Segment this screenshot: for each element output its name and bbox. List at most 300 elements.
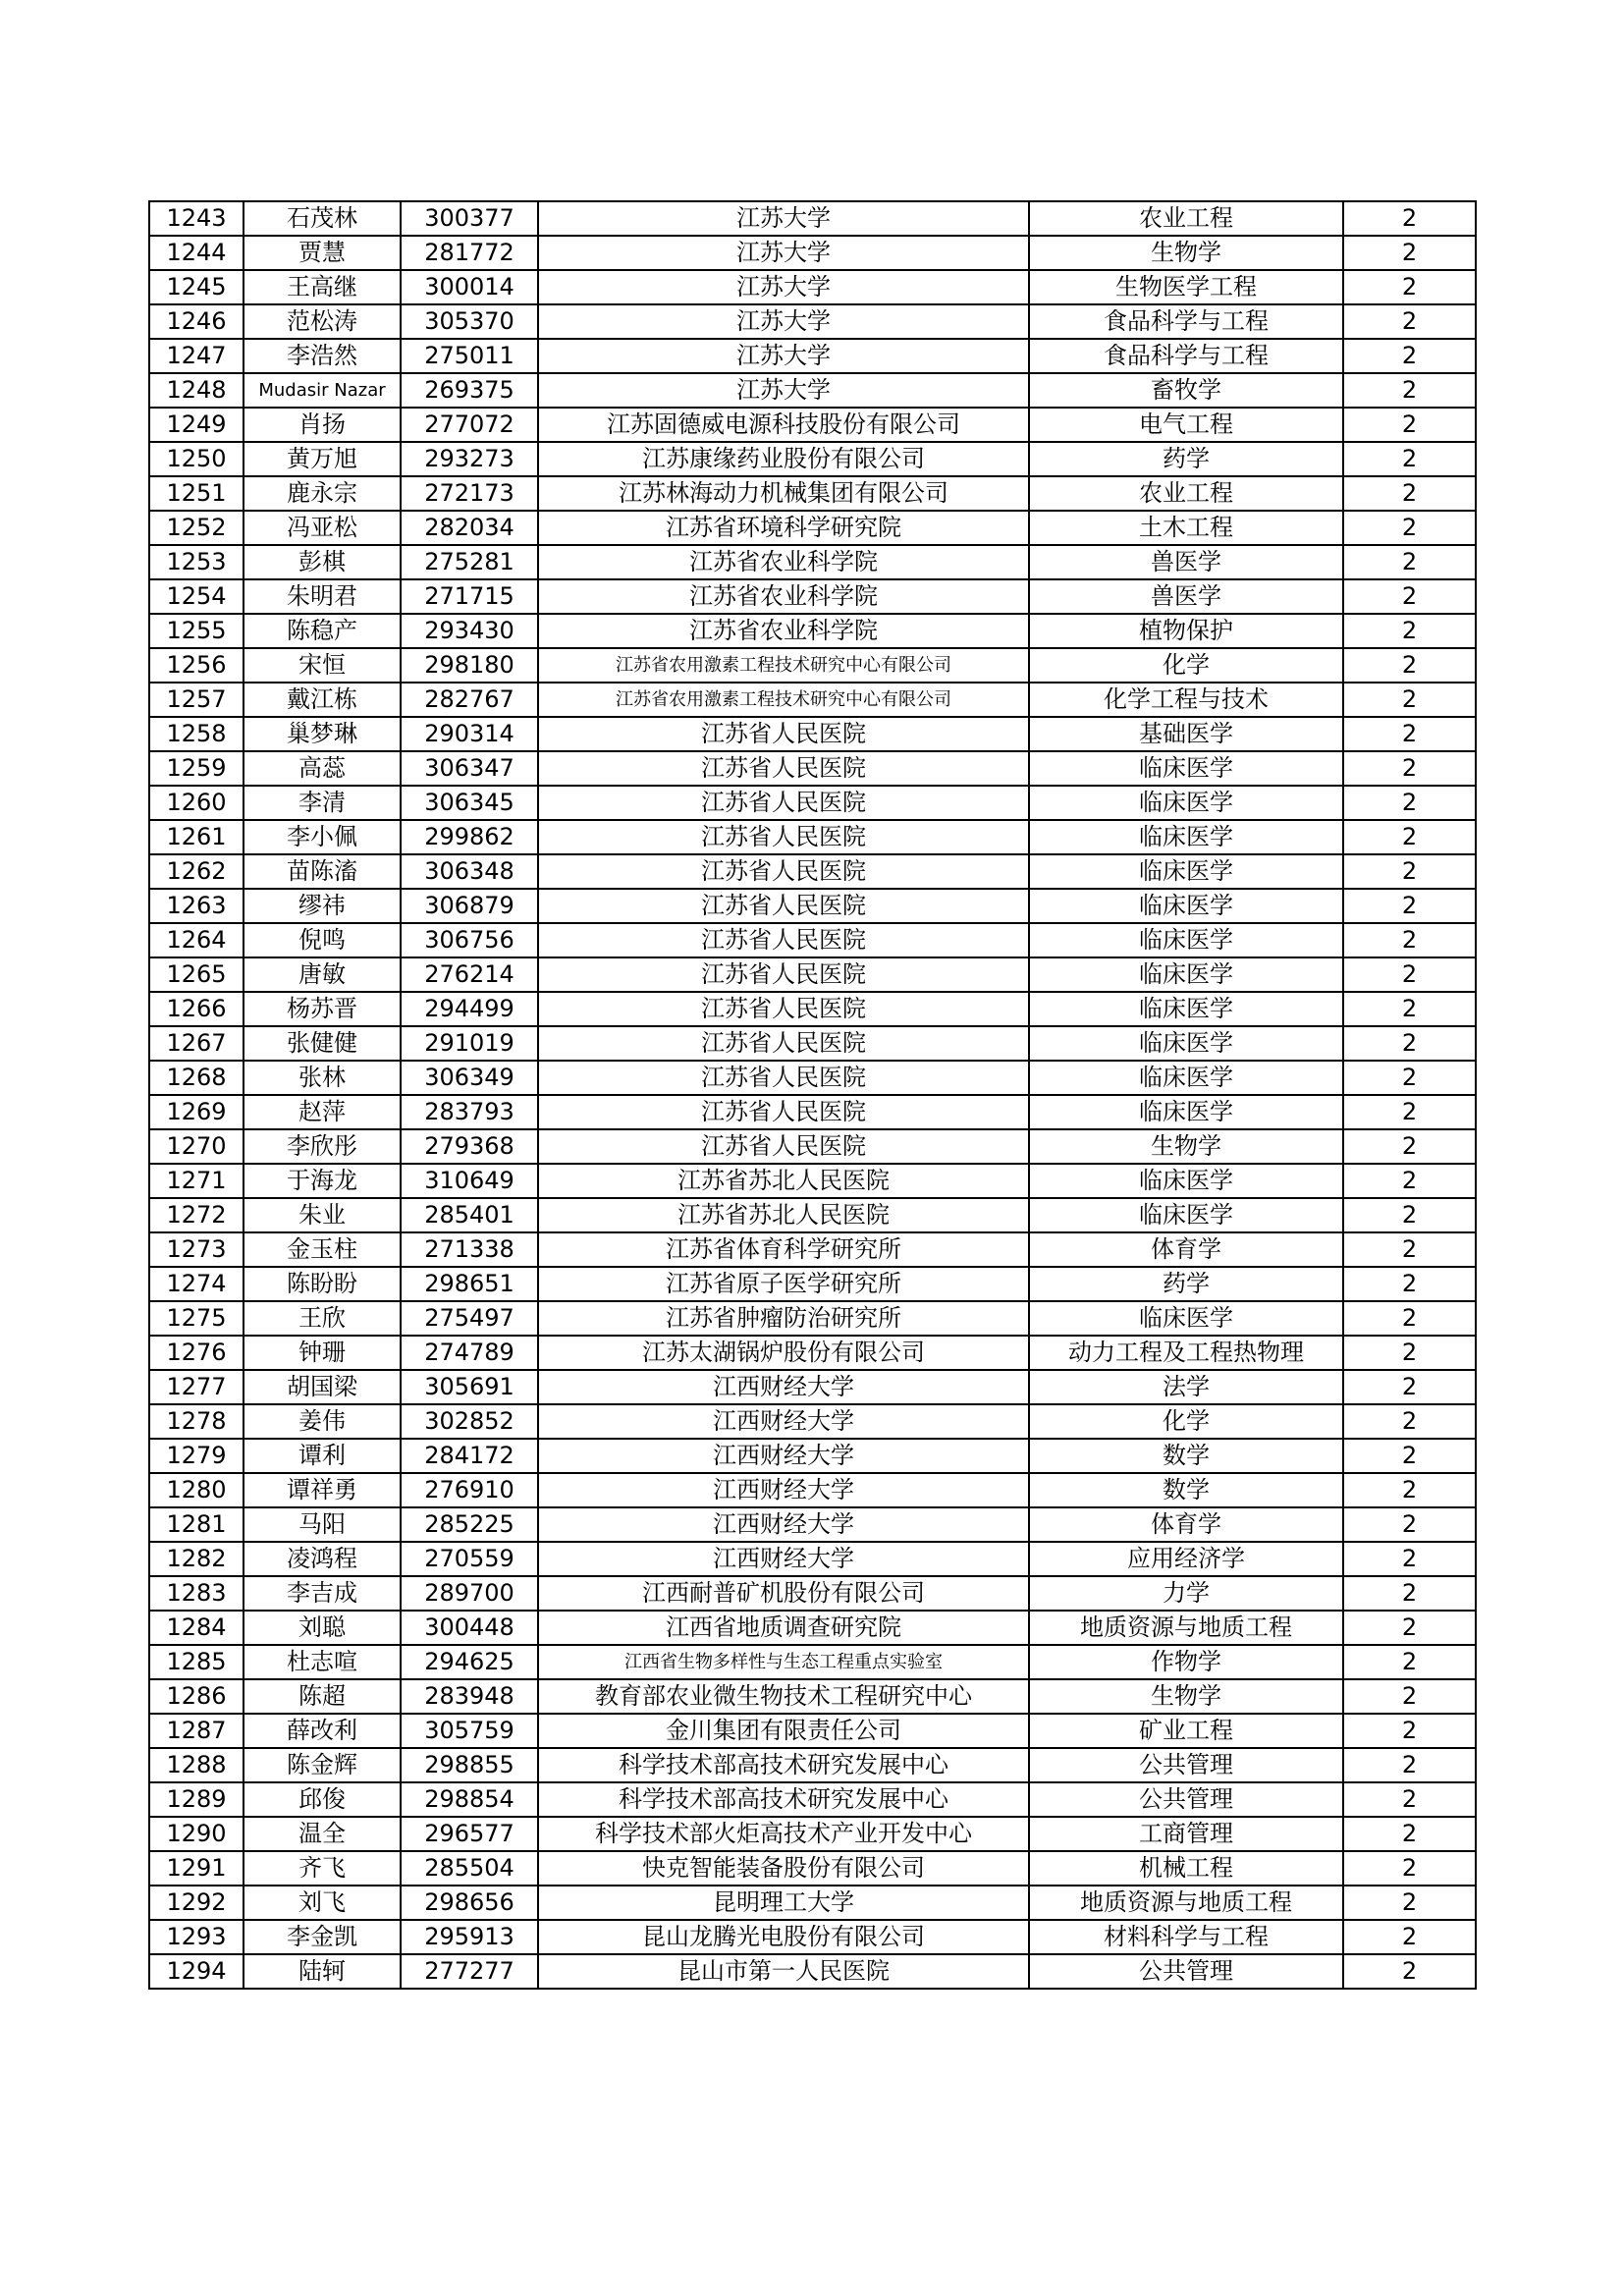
id-number-cell: 306348 — [401, 854, 538, 889]
row-number-cell: 1274 — [149, 1267, 244, 1301]
institution-cell: 快克智能装备股份有限公司 — [538, 1851, 1029, 1886]
row-number-cell: 1258 — [149, 717, 244, 751]
id-number-cell: 299862 — [401, 820, 538, 854]
institution-cell: 江苏省农业科学院 — [538, 579, 1029, 614]
person-name-cell: 肖扬 — [244, 408, 401, 442]
count-cell: 2 — [1343, 1336, 1476, 1370]
person-name-cell: 温全 — [244, 1817, 401, 1851]
person-name-cell: 刘聪 — [244, 1611, 401, 1645]
discipline-cell: 兽医学 — [1029, 579, 1343, 614]
person-name-cell: 黄万旭 — [244, 442, 401, 476]
row-number-cell: 1282 — [149, 1542, 244, 1576]
table-row — [149, 957, 1476, 992]
table-row — [149, 820, 1476, 854]
count-cell: 2 — [1343, 717, 1476, 751]
institution-cell: 江苏省农业科学院 — [538, 545, 1029, 579]
id-number-cell: 300448 — [401, 1611, 538, 1645]
row-number-cell: 1278 — [149, 1404, 244, 1439]
institution-cell: 江西财经大学 — [538, 1370, 1029, 1404]
institution-cell: 江苏省苏北人民医院 — [538, 1164, 1029, 1198]
count-cell: 2 — [1343, 1164, 1476, 1198]
discipline-cell: 农业工程 — [1029, 476, 1343, 511]
table-row — [149, 579, 1476, 614]
person-name-cell: 陈金辉 — [244, 1748, 401, 1782]
id-number-cell: 298656 — [401, 1886, 538, 1920]
table-row — [149, 1851, 1476, 1886]
discipline-cell: 临床医学 — [1029, 1095, 1343, 1129]
table-row — [149, 614, 1476, 648]
table-row — [149, 1198, 1476, 1232]
table-row — [149, 476, 1476, 511]
row-number-cell: 1289 — [149, 1782, 244, 1817]
discipline-cell: 临床医学 — [1029, 751, 1343, 786]
table-row — [149, 717, 1476, 751]
count-cell: 2 — [1343, 1954, 1476, 1989]
row-number-cell: 1251 — [149, 476, 244, 511]
count-cell: 2 — [1343, 992, 1476, 1026]
count-cell: 2 — [1343, 270, 1476, 304]
row-number-cell: 1257 — [149, 683, 244, 717]
discipline-cell: 食品科学与工程 — [1029, 339, 1343, 373]
institution-cell: 江苏固德威电源科技股份有限公司 — [538, 408, 1029, 442]
person-name-cell: 杨苏晋 — [244, 992, 401, 1026]
table-row — [149, 1920, 1476, 1954]
id-number-cell: 306879 — [401, 889, 538, 923]
institution-cell: 江苏林海动力机械集团有限公司 — [538, 476, 1029, 511]
institution-cell: 江苏太湖锅炉股份有限公司 — [538, 1336, 1029, 1370]
count-cell: 2 — [1343, 1473, 1476, 1507]
id-number-cell: 277277 — [401, 1954, 538, 1989]
discipline-cell: 临床医学 — [1029, 957, 1343, 992]
count-cell: 2 — [1343, 923, 1476, 957]
institution-cell: 江苏省人民医院 — [538, 1026, 1029, 1061]
person-name-cell: 杜志喧 — [244, 1645, 401, 1679]
count-cell: 2 — [1343, 1198, 1476, 1232]
row-number-cell: 1280 — [149, 1473, 244, 1507]
institution-cell: 江西耐普矿机股份有限公司 — [538, 1576, 1029, 1611]
person-name-cell: Mudasir Nazar — [244, 373, 401, 408]
row-number-cell: 1259 — [149, 751, 244, 786]
count-cell: 2 — [1343, 1542, 1476, 1576]
discipline-cell: 作物学 — [1029, 1645, 1343, 1679]
institution-cell: 科学技术部火炬高技术产业开发中心 — [538, 1817, 1029, 1851]
row-number-cell: 1255 — [149, 614, 244, 648]
discipline-cell: 临床医学 — [1029, 786, 1343, 820]
person-name-cell: 宋恒 — [244, 648, 401, 683]
count-cell: 2 — [1343, 1129, 1476, 1164]
id-number-cell: 305691 — [401, 1370, 538, 1404]
id-number-cell: 310649 — [401, 1164, 538, 1198]
id-number-cell: 285504 — [401, 1851, 538, 1886]
person-name-cell: 刘飞 — [244, 1886, 401, 1920]
institution-cell: 江苏省人民医院 — [538, 854, 1029, 889]
discipline-cell: 临床医学 — [1029, 1301, 1343, 1336]
row-number-cell: 1253 — [149, 545, 244, 579]
count-cell: 2 — [1343, 579, 1476, 614]
discipline-cell: 生物学 — [1029, 236, 1343, 270]
institution-cell: 昆山市第一人民医院 — [538, 1954, 1029, 1989]
row-number-cell: 1279 — [149, 1439, 244, 1473]
person-name-cell: 赵萍 — [244, 1095, 401, 1129]
row-number-cell: 1277 — [149, 1370, 244, 1404]
id-number-cell: 293430 — [401, 614, 538, 648]
row-number-cell: 1269 — [149, 1095, 244, 1129]
institution-cell: 江苏省人民医院 — [538, 957, 1029, 992]
row-number-cell: 1286 — [149, 1679, 244, 1714]
id-number-cell: 300014 — [401, 270, 538, 304]
discipline-cell: 临床医学 — [1029, 820, 1343, 854]
table-row — [149, 1404, 1476, 1439]
count-cell: 2 — [1343, 1851, 1476, 1886]
count-cell: 2 — [1343, 1714, 1476, 1748]
person-name-cell: 凌鸿程 — [244, 1542, 401, 1576]
count-cell: 2 — [1343, 1748, 1476, 1782]
table-row — [149, 1301, 1476, 1336]
count-cell: 2 — [1343, 1026, 1476, 1061]
discipline-cell: 生物学 — [1029, 1129, 1343, 1164]
person-name-cell: 巢梦琳 — [244, 717, 401, 751]
table-row — [149, 683, 1476, 717]
table-row — [149, 992, 1476, 1026]
table-row — [149, 1473, 1476, 1507]
id-number-cell: 298855 — [401, 1748, 538, 1782]
person-name-cell: 戴江栋 — [244, 683, 401, 717]
row-number-cell: 1283 — [149, 1576, 244, 1611]
person-name-cell: 马阳 — [244, 1507, 401, 1542]
discipline-cell: 体育学 — [1029, 1507, 1343, 1542]
person-name-cell: 高蕊 — [244, 751, 401, 786]
id-number-cell: 279368 — [401, 1129, 538, 1164]
person-name-cell: 朱业 — [244, 1198, 401, 1232]
discipline-cell: 应用经济学 — [1029, 1542, 1343, 1576]
id-number-cell: 283793 — [401, 1095, 538, 1129]
discipline-cell: 临床医学 — [1029, 1164, 1343, 1198]
count-cell: 2 — [1343, 1370, 1476, 1404]
row-number-cell: 1294 — [149, 1954, 244, 1989]
institution-cell: 江西财经大学 — [538, 1439, 1029, 1473]
person-name-cell: 李金凯 — [244, 1920, 401, 1954]
id-number-cell: 275011 — [401, 339, 538, 373]
id-number-cell: 294625 — [401, 1645, 538, 1679]
discipline-cell: 地质资源与地质工程 — [1029, 1611, 1343, 1645]
row-number-cell: 1263 — [149, 889, 244, 923]
discipline-cell: 工商管理 — [1029, 1817, 1343, 1851]
discipline-cell: 兽医学 — [1029, 545, 1343, 579]
row-number-cell: 1284 — [149, 1611, 244, 1645]
row-number-cell: 1292 — [149, 1886, 244, 1920]
table-row — [149, 201, 1476, 236]
id-number-cell: 272173 — [401, 476, 538, 511]
institution-cell: 江苏省原子医学研究所 — [538, 1267, 1029, 1301]
institution-cell: 金川集团有限责任公司 — [538, 1714, 1029, 1748]
id-number-cell: 306345 — [401, 786, 538, 820]
count-cell: 2 — [1343, 1576, 1476, 1611]
discipline-cell: 公共管理 — [1029, 1782, 1343, 1817]
institution-cell: 科学技术部高技术研究发展中心 — [538, 1782, 1029, 1817]
row-number-cell: 1261 — [149, 820, 244, 854]
id-number-cell: 274789 — [401, 1336, 538, 1370]
table-row — [149, 236, 1476, 270]
count-cell: 2 — [1343, 1886, 1476, 1920]
table-row — [149, 1095, 1476, 1129]
discipline-cell: 体育学 — [1029, 1232, 1343, 1267]
count-cell: 2 — [1343, 1232, 1476, 1267]
discipline-cell: 临床医学 — [1029, 854, 1343, 889]
institution-cell: 教育部农业微生物技术工程研究中心 — [538, 1679, 1029, 1714]
table-row — [149, 1232, 1476, 1267]
row-number-cell: 1288 — [149, 1748, 244, 1782]
row-number-cell: 1256 — [149, 648, 244, 683]
institution-cell: 江苏省人民医院 — [538, 992, 1029, 1026]
table-row — [149, 1576, 1476, 1611]
person-name-cell: 石茂林 — [244, 201, 401, 236]
discipline-cell: 食品科学与工程 — [1029, 304, 1343, 339]
institution-cell: 江苏省农用激素工程技术研究中心有限公司 — [538, 683, 1029, 717]
count-cell: 2 — [1343, 889, 1476, 923]
discipline-cell: 临床医学 — [1029, 1026, 1343, 1061]
id-number-cell: 281772 — [401, 236, 538, 270]
row-number-cell: 1266 — [149, 992, 244, 1026]
table-row — [149, 1026, 1476, 1061]
count-cell: 2 — [1343, 1301, 1476, 1336]
discipline-cell: 公共管理 — [1029, 1954, 1343, 1989]
person-name-cell: 姜伟 — [244, 1404, 401, 1439]
discipline-cell: 生物学 — [1029, 1679, 1343, 1714]
institution-cell: 江苏省人民医院 — [538, 889, 1029, 923]
institution-cell: 江苏省农业科学院 — [538, 614, 1029, 648]
count-cell: 2 — [1343, 545, 1476, 579]
discipline-cell: 临床医学 — [1029, 889, 1343, 923]
count-cell: 2 — [1343, 786, 1476, 820]
row-number-cell: 1252 — [149, 511, 244, 545]
table-row — [149, 1542, 1476, 1576]
institution-cell: 江苏大学 — [538, 373, 1029, 408]
row-number-cell: 1243 — [149, 201, 244, 236]
row-number-cell: 1290 — [149, 1817, 244, 1851]
table-row — [149, 408, 1476, 442]
institution-cell: 江苏省人民医院 — [538, 820, 1029, 854]
id-number-cell: 296577 — [401, 1817, 538, 1851]
person-name-cell: 邱俊 — [244, 1782, 401, 1817]
table-row — [149, 1439, 1476, 1473]
table-row — [149, 304, 1476, 339]
id-number-cell: 305759 — [401, 1714, 538, 1748]
table-row — [149, 1164, 1476, 1198]
table-row — [149, 1886, 1476, 1920]
count-cell: 2 — [1343, 476, 1476, 511]
person-name-cell: 钟珊 — [244, 1336, 401, 1370]
table-row — [149, 889, 1476, 923]
id-number-cell: 290314 — [401, 717, 538, 751]
institution-cell: 江苏大学 — [538, 270, 1029, 304]
count-cell: 2 — [1343, 648, 1476, 683]
discipline-cell: 农业工程 — [1029, 201, 1343, 236]
row-number-cell: 1264 — [149, 923, 244, 957]
row-number-cell: 1246 — [149, 304, 244, 339]
person-name-cell: 范松涛 — [244, 304, 401, 339]
id-number-cell: 275281 — [401, 545, 538, 579]
count-cell: 2 — [1343, 1920, 1476, 1954]
id-number-cell: 277072 — [401, 408, 538, 442]
count-cell: 2 — [1343, 511, 1476, 545]
table-row — [149, 1611, 1476, 1645]
discipline-cell: 化学 — [1029, 1404, 1343, 1439]
id-number-cell: 285225 — [401, 1507, 538, 1542]
discipline-cell: 法学 — [1029, 1370, 1343, 1404]
count-cell: 2 — [1343, 820, 1476, 854]
discipline-cell: 化学工程与技术 — [1029, 683, 1343, 717]
row-number-cell: 1260 — [149, 786, 244, 820]
table-row — [149, 1748, 1476, 1782]
row-number-cell: 1249 — [149, 408, 244, 442]
person-name-cell: 谭祥勇 — [244, 1473, 401, 1507]
discipline-cell: 临床医学 — [1029, 923, 1343, 957]
row-number-cell: 1285 — [149, 1645, 244, 1679]
person-name-cell: 胡国梁 — [244, 1370, 401, 1404]
count-cell: 2 — [1343, 408, 1476, 442]
person-name-cell: 张健健 — [244, 1026, 401, 1061]
discipline-cell: 临床医学 — [1029, 992, 1343, 1026]
institution-cell: 江苏大学 — [538, 236, 1029, 270]
institution-cell: 江苏康缘药业股份有限公司 — [538, 442, 1029, 476]
count-cell: 2 — [1343, 236, 1476, 270]
count-cell: 2 — [1343, 442, 1476, 476]
count-cell: 2 — [1343, 1439, 1476, 1473]
discipline-cell: 地质资源与地质工程 — [1029, 1886, 1343, 1920]
person-name-cell: 唐敏 — [244, 957, 401, 992]
person-name-cell: 李小佩 — [244, 820, 401, 854]
count-cell: 2 — [1343, 854, 1476, 889]
institution-cell: 江苏省人民医院 — [538, 1095, 1029, 1129]
discipline-cell: 机械工程 — [1029, 1851, 1343, 1886]
discipline-cell: 动力工程及工程热物理 — [1029, 1336, 1343, 1370]
person-name-cell: 李清 — [244, 786, 401, 820]
institution-cell: 江苏省环境科学研究院 — [538, 511, 1029, 545]
count-cell: 2 — [1343, 304, 1476, 339]
table-body — [149, 201, 1476, 1989]
discipline-cell: 矿业工程 — [1029, 1714, 1343, 1748]
table-row — [149, 854, 1476, 889]
discipline-cell: 力学 — [1029, 1576, 1343, 1611]
institution-cell: 江苏大学 — [538, 201, 1029, 236]
discipline-cell: 生物医学工程 — [1029, 270, 1343, 304]
discipline-cell: 公共管理 — [1029, 1748, 1343, 1782]
person-name-cell: 于海龙 — [244, 1164, 401, 1198]
id-number-cell: 270559 — [401, 1542, 538, 1576]
person-name-cell: 金玉柱 — [244, 1232, 401, 1267]
id-number-cell: 294499 — [401, 992, 538, 1026]
count-cell: 2 — [1343, 751, 1476, 786]
discipline-cell: 植物保护 — [1029, 614, 1343, 648]
row-number-cell: 1291 — [149, 1851, 244, 1886]
person-name-cell: 薛改利 — [244, 1714, 401, 1748]
table-row — [149, 786, 1476, 820]
person-name-cell: 倪鸣 — [244, 923, 401, 957]
person-name-cell: 王欣 — [244, 1301, 401, 1336]
id-number-cell: 302852 — [401, 1404, 538, 1439]
row-number-cell: 1275 — [149, 1301, 244, 1336]
id-number-cell: 284172 — [401, 1439, 538, 1473]
id-number-cell: 282034 — [401, 511, 538, 545]
table-row — [149, 1336, 1476, 1370]
table-row — [149, 1061, 1476, 1095]
discipline-cell: 药学 — [1029, 1267, 1343, 1301]
discipline-cell: 数学 — [1029, 1473, 1343, 1507]
person-name-cell: 李欣彤 — [244, 1129, 401, 1164]
table-row — [149, 1507, 1476, 1542]
id-number-cell: 271715 — [401, 579, 538, 614]
person-name-cell: 贾慧 — [244, 236, 401, 270]
discipline-cell: 临床医学 — [1029, 1061, 1343, 1095]
id-number-cell: 285401 — [401, 1198, 538, 1232]
count-cell: 2 — [1343, 683, 1476, 717]
person-name-cell: 苗陈滀 — [244, 854, 401, 889]
table-row — [149, 1817, 1476, 1851]
person-name-cell: 陈盼盼 — [244, 1267, 401, 1301]
id-number-cell: 305370 — [401, 304, 538, 339]
table-row — [149, 1370, 1476, 1404]
table-row — [149, 1129, 1476, 1164]
discipline-cell: 基础医学 — [1029, 717, 1343, 751]
institution-cell: 江苏大学 — [538, 304, 1029, 339]
row-number-cell: 1287 — [149, 1714, 244, 1748]
row-number-cell: 1273 — [149, 1232, 244, 1267]
row-number-cell: 1262 — [149, 854, 244, 889]
institution-cell: 江苏省人民医院 — [538, 751, 1029, 786]
table-row — [149, 373, 1476, 408]
count-cell: 2 — [1343, 1061, 1476, 1095]
id-number-cell: 306349 — [401, 1061, 538, 1095]
count-cell: 2 — [1343, 201, 1476, 236]
discipline-cell: 化学 — [1029, 648, 1343, 683]
count-cell: 2 — [1343, 1817, 1476, 1851]
person-name-cell: 齐飞 — [244, 1851, 401, 1886]
id-number-cell: 269375 — [401, 373, 538, 408]
row-number-cell: 1281 — [149, 1507, 244, 1542]
id-number-cell: 298180 — [401, 648, 538, 683]
table-row — [149, 923, 1476, 957]
id-number-cell: 298854 — [401, 1782, 538, 1817]
row-number-cell: 1250 — [149, 442, 244, 476]
table-row — [149, 1267, 1476, 1301]
institution-cell: 江苏省人民医院 — [538, 1129, 1029, 1164]
discipline-cell: 临床医学 — [1029, 1198, 1343, 1232]
id-number-cell: 306756 — [401, 923, 538, 957]
discipline-cell: 材料科学与工程 — [1029, 1920, 1343, 1954]
id-number-cell: 275497 — [401, 1301, 538, 1336]
count-cell: 2 — [1343, 1679, 1476, 1714]
data-table — [148, 200, 1477, 1990]
row-number-cell: 1247 — [149, 339, 244, 373]
table-row — [149, 1782, 1476, 1817]
institution-cell: 江苏省肿瘤防治研究所 — [538, 1301, 1029, 1336]
institution-cell: 江苏省农用激素工程技术研究中心有限公司 — [538, 648, 1029, 683]
row-number-cell: 1268 — [149, 1061, 244, 1095]
discipline-cell: 数学 — [1029, 1439, 1343, 1473]
table-row — [149, 545, 1476, 579]
id-number-cell: 306347 — [401, 751, 538, 786]
count-cell: 2 — [1343, 339, 1476, 373]
row-number-cell: 1267 — [149, 1026, 244, 1061]
institution-cell: 江西省地质调查研究院 — [538, 1611, 1029, 1645]
id-number-cell: 291019 — [401, 1026, 538, 1061]
table-row — [149, 270, 1476, 304]
id-number-cell: 300377 — [401, 201, 538, 236]
institution-cell: 昆明理工大学 — [538, 1886, 1029, 1920]
discipline-cell: 畜牧学 — [1029, 373, 1343, 408]
id-number-cell: 289700 — [401, 1576, 538, 1611]
table-row — [149, 442, 1476, 476]
